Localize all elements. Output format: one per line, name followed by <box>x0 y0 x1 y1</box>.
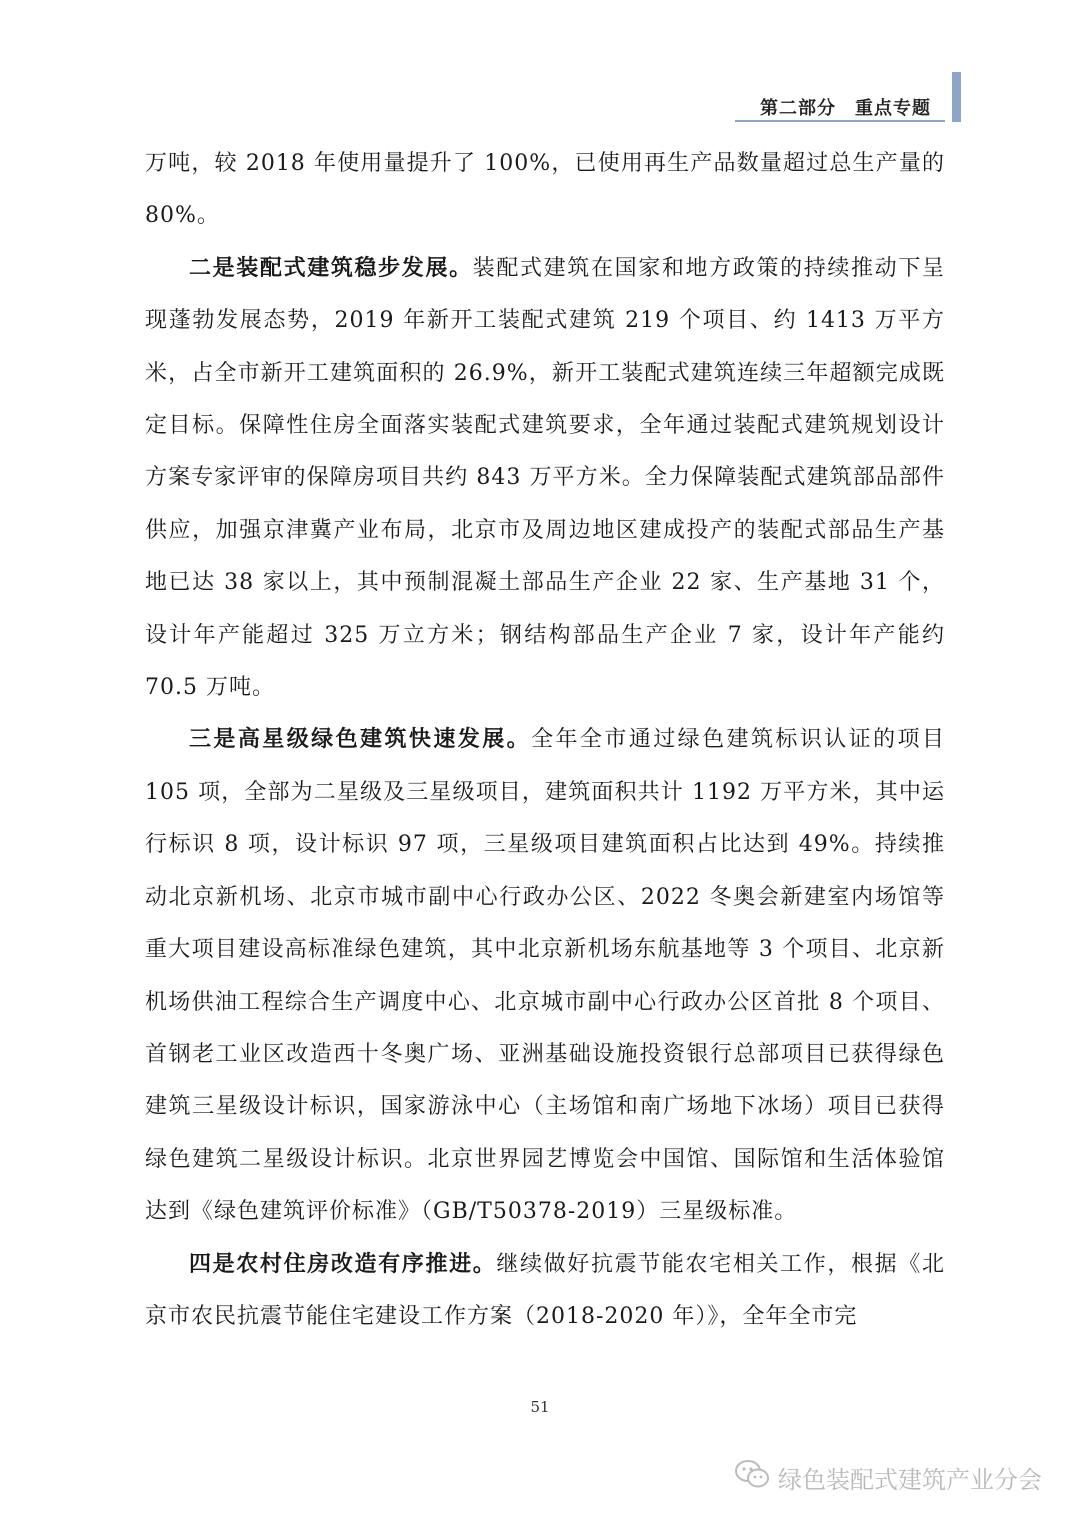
watermark-text: 绿色装配式建筑产业分会 <box>778 1465 1042 1494</box>
header-accent-bar <box>952 72 961 122</box>
paragraph-green-buildings <box>145 714 945 1238</box>
paragraph-prefab-buildings <box>145 243 945 715</box>
paragraph-body: 继续做好抗震节能农宅相关工作，根据《北京市农民抗震节能住宅建设工作方案（2018-2020 年）》，全年全市完 <box>145 1251 945 1329</box>
paragraph-lead: 三是高星级绿色建筑快速发展。 <box>189 727 532 753</box>
body-text <box>145 138 945 1343</box>
page-number: 51 <box>530 1398 550 1416</box>
page-header <box>735 88 945 122</box>
header-title: 第二部分 重点专题 <box>760 98 931 119</box>
paragraph-body: 全年全市通过绿色建筑标识认证的项目 105 项，全部为二星级及三星级项目，建筑面积共计 1192 万平方米，其中运行标识 8 项，设计标识 97 项，三星级项目建筑面积占比达到 49%。持续推动北京新机场、北京市城市副中心行政办公区、2022 冬奥会新建室内场馆等重大项目建设高标准绿色建筑，其中北京新机场东航基地等 3 个项目、北京新机场供油工程综合生产调度中心、北京城市副中心行政办公区首批 8 个项目、首钢老工业区改造西十冬奥广场、亚洲基础设施投资银行总部项目已获得绿色建筑三星级设计标识，国家游泳中心（主场馆和南广场地下冰场）项目已获得绿色建筑二星级设计标识。北京世界园艺博览会中国馆、国际馆和生活体验馆达到《绿色建筑评价标准》（GB/T50378-2019）三星级标准。 <box>145 727 945 1225</box>
paragraph-continuation <box>145 138 945 243</box>
header-underline <box>735 120 945 122</box>
paragraph-rural-housing <box>145 1239 945 1344</box>
paragraph-lead: 四是农村住房改造有序推进。 <box>189 1251 497 1277</box>
watermark <box>734 1458 1042 1496</box>
paragraph-body: 装配式建筑在国家和地方政策的持续推动下呈现蓬勃发展态势，2019 年新开工装配式建筑 219 个项目、约 1413 万平方米，占全市新开工建筑面积的 26.9%，新开工装配式建筑连续三年超额完成既定目标。保障性住房全面落实装配式建筑要求，全年通过装配式建筑规划设计方案专家评审的保障房项目共约 843 万平方米。全力保障装配式建筑部品部件供应，加强京津冀产业布局，北京市及周边地区建成投产的装配式部品生产基地已达 38 家以上，其中预制混凝土部品生产企业 22 家、生产基地 31 个，设计年产能超过 325 万立方米；钢结构部品生产企业 7 家，设计年产能约 70.5 万吨。 <box>145 255 945 701</box>
paragraph-lead: 二是装配式建筑稳步发展。 <box>189 255 473 281</box>
wechat-icon <box>734 1458 770 1496</box>
paragraph-body: 万吨，较 2018 年使用量提升了 100%，已使用再生产品数量超过总生产量的 80%。 <box>145 151 945 229</box>
